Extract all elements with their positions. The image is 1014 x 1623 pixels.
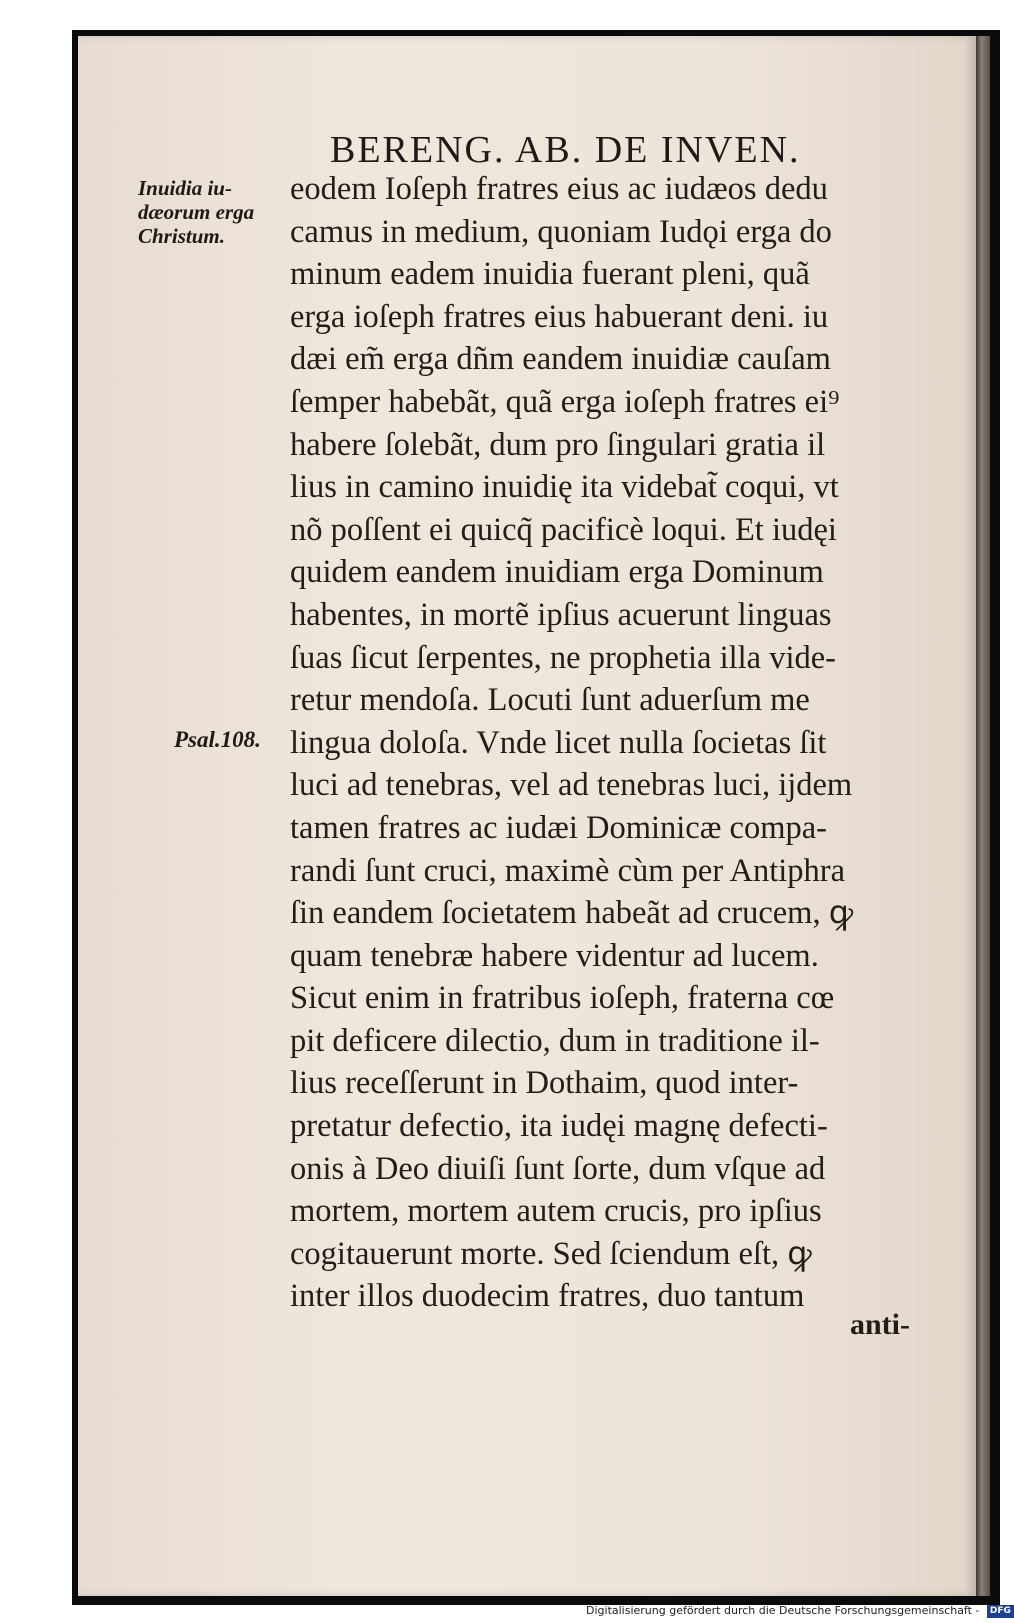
text-line: randi ſunt cruci, maximè cùm per Antiphra xyxy=(290,852,846,889)
marginal-note-2 xyxy=(174,728,261,752)
text-line: habentes, in mortẽ ipſius acuerunt linguas xyxy=(290,596,832,633)
credit-text: Digitalisierung gefördert durch die Deutsche Forschungsgemeinschaft - xyxy=(586,1604,980,1617)
text-line: tamen fratres ac iudæi Dominicæ compa- xyxy=(290,809,827,846)
page-edge xyxy=(976,36,990,1596)
text-line: lingua doloſa. Vnde licet nulla ſocietas ſit xyxy=(290,724,827,761)
body-text xyxy=(290,168,940,1318)
text-line: cogitauerunt morte. Sed ſciendum eſt, ꝙ xyxy=(290,1235,812,1272)
text-line: pretatur defectio, ita iudęi magnę defecti- xyxy=(290,1108,828,1145)
text-line: retur mendoſa. Locuti ſunt aduerſum me xyxy=(290,682,810,719)
text-line: quam tenebræ habere videntur ad lucem. xyxy=(290,937,819,974)
dfg-logo: DFG xyxy=(987,1605,1014,1618)
text-line: minum eadem inuidia fuerant pleni, quã xyxy=(290,256,810,293)
catchword: anti- xyxy=(850,1308,910,1341)
text-line: Sicut enim in fratribus ioſeph, fraterna cœ xyxy=(290,980,835,1017)
text-line: ſemper habebãt, quã erga ioſeph fratres ei⁹ xyxy=(290,383,840,420)
text-line: luci ad tenebras, vel ad tenebras luci, ijdem xyxy=(290,767,853,804)
text-line: camus in medium, quoniam Iudǫi erga do xyxy=(290,213,832,250)
marginal-note-line: Inuidia iu- xyxy=(138,176,232,200)
text-line: nõ poſſent ei quicq̃ pacificè loqui. Et iudęi xyxy=(290,511,837,548)
text-line: mortem, mortem autem crucis, pro ipſius xyxy=(290,1193,822,1230)
text-line: pit deficere dilectio, dum in traditione il- xyxy=(290,1022,820,1059)
text-line: quidem eandem inuidiam erga Dominum xyxy=(290,554,824,591)
marginal-note-line: Christum. xyxy=(138,224,225,248)
text-line: habere ſolebãt, dum pro ſingulari gratia il xyxy=(290,426,826,463)
marginal-note-line: Psal.108. xyxy=(174,727,261,752)
text-line: erga ioſeph fratres eius habuerant deni. iu xyxy=(290,298,829,335)
text-line: ſin eandem ſocietatem habeãt ad crucem, ꝙ xyxy=(290,895,854,932)
running-title: BERENG. AB. DE INVEN. xyxy=(330,129,801,171)
marginal-note-1 xyxy=(138,176,254,248)
marginal-note-line: dæorum erga xyxy=(138,200,255,224)
text-line: lius in camino inuidię ita videbat̃ coqui, vt xyxy=(290,469,839,506)
text-line: dæi em̃ erga dñm eandem inuidiæ cauſam xyxy=(290,341,831,378)
text-line: lius receſſerunt in Dothaim, quod inter- xyxy=(290,1065,799,1102)
text-line: eodem Ioſeph fratres eius ac iudæos dedu xyxy=(290,171,828,207)
text-line: inter illos duodecim fratres, duo tantum xyxy=(290,1278,805,1315)
text-line: onis à Deo diuiſi ſunt ſorte, dum vſque ad xyxy=(290,1150,826,1187)
digitization-credit xyxy=(586,1604,1014,1620)
text-line: ſuas ſicut ſerpentes, ne prophetia illa vide- xyxy=(290,639,836,676)
